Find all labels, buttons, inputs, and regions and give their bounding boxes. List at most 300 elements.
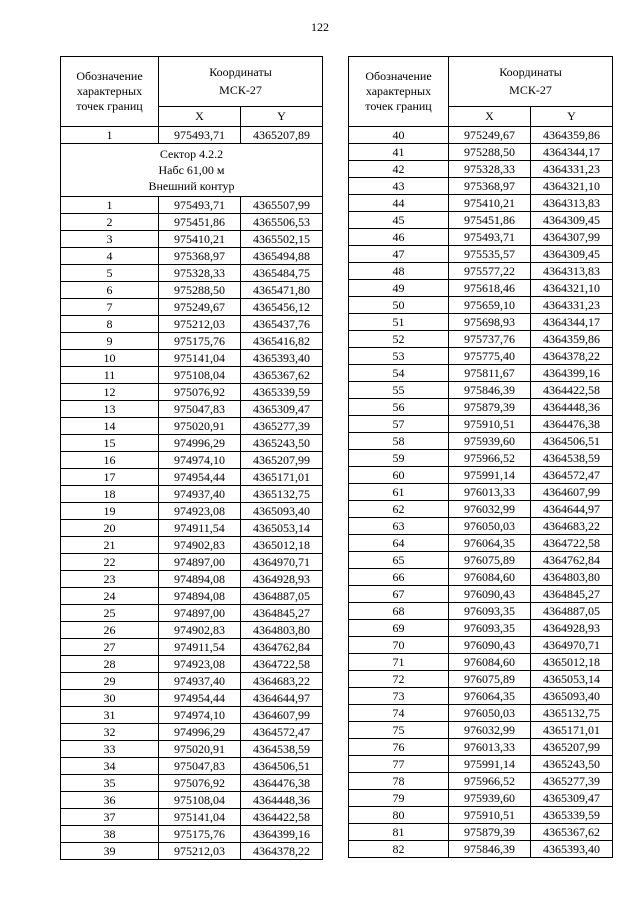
table-row (349, 450, 613, 467)
point-number-cell: 77 (349, 756, 449, 773)
point-header-line: Обозначение (365, 69, 432, 83)
table-row (349, 756, 613, 773)
point-number-cell: 29 (61, 673, 159, 690)
coordinates-table-left (60, 56, 323, 860)
table-row (349, 348, 613, 365)
point-number-cell: 42 (349, 161, 449, 178)
x-cell: 975020,91 (159, 418, 241, 435)
table-row (61, 520, 323, 537)
table-row (349, 314, 613, 331)
y-column-header: Y (531, 106, 613, 126)
y-cell: 4365484,75 (241, 265, 323, 282)
y-cell: 4365507,99 (241, 197, 323, 214)
point-header-line: Обозначение (76, 69, 143, 83)
x-cell: 976064,35 (449, 535, 531, 552)
y-cell: 4365367,62 (531, 824, 613, 841)
table-row (61, 435, 323, 452)
point-number-cell: 68 (349, 603, 449, 620)
y-cell: 4364845,27 (531, 586, 613, 603)
table-row (61, 809, 323, 826)
point-number-cell: 37 (61, 809, 159, 826)
x-cell: 975910,51 (449, 807, 531, 824)
point-number-cell: 81 (349, 824, 449, 841)
y-cell: 4365339,59 (531, 807, 613, 824)
y-cell: 4365243,50 (531, 756, 613, 773)
y-cell: 4365393,40 (241, 350, 323, 367)
x-cell: 975175,76 (159, 333, 241, 350)
x-cell: 976084,60 (449, 569, 531, 586)
y-cell: 4365207,89 (241, 127, 323, 144)
y-cell: 4364572,47 (531, 467, 613, 484)
point-header-line: характерных (365, 84, 432, 98)
point-number-cell: 57 (349, 416, 449, 433)
table-row (349, 637, 613, 654)
x-cell: 975811,67 (449, 365, 531, 382)
y-cell: 4365456,12 (241, 299, 323, 316)
point-number-cell: 62 (349, 501, 449, 518)
sector-line: Сектор 4.2.2 (159, 147, 224, 161)
point-number-cell: 47 (349, 246, 449, 263)
x-cell: 975910,51 (449, 416, 531, 433)
point-number-cell: 75 (349, 722, 449, 739)
table-row (349, 552, 613, 569)
x-cell: 975846,39 (449, 841, 531, 858)
table-row (349, 705, 613, 722)
y-cell: 4365309,47 (241, 401, 323, 418)
table-row (349, 331, 613, 348)
x-cell: 975698,93 (449, 314, 531, 331)
y-cell: 4364448,36 (531, 399, 613, 416)
point-number-cell: 44 (349, 195, 449, 212)
table-row (349, 127, 613, 144)
y-cell: 4365243,50 (241, 435, 323, 452)
table-row (61, 469, 323, 486)
x-cell: 974897,00 (159, 554, 241, 571)
x-cell: 974923,08 (159, 656, 241, 673)
point-designation-header (61, 57, 159, 127)
point-number-cell: 25 (61, 605, 159, 622)
point-number-cell: 51 (349, 314, 449, 331)
coords-header-line: Координаты (209, 65, 272, 80)
y-cell: 4365053,14 (241, 520, 323, 537)
x-cell: 975076,92 (159, 775, 241, 792)
y-cell: 4365012,18 (241, 537, 323, 554)
x-cell: 976075,89 (449, 552, 531, 569)
x-cell: 975493,71 (159, 197, 241, 214)
y-cell: 4364722,58 (241, 656, 323, 673)
sector-line: Набс 61,00 м (158, 163, 225, 177)
x-cell: 975328,33 (159, 265, 241, 282)
x-column-header: X (449, 106, 531, 126)
y-cell: 4364331,23 (531, 297, 613, 314)
y-cell: 4364683,22 (531, 518, 613, 535)
table-row (61, 673, 323, 690)
x-cell: 974894,08 (159, 588, 241, 605)
table-row (61, 656, 323, 673)
point-number-cell: 43 (349, 178, 449, 195)
table-row (349, 518, 613, 535)
x-cell: 976090,43 (449, 586, 531, 603)
x-cell: 974954,44 (159, 690, 241, 707)
table-row (349, 739, 613, 756)
table-row (349, 161, 613, 178)
y-cell: 4364644,97 (241, 690, 323, 707)
point-number-cell: 52 (349, 331, 449, 348)
x-cell: 976093,35 (449, 620, 531, 637)
point-number-cell: 39 (61, 843, 159, 860)
point-designation-header (349, 57, 449, 127)
y-cell: 4364722,58 (531, 535, 613, 552)
y-cell: 4364803,80 (531, 569, 613, 586)
table-row (349, 841, 613, 858)
point-number-cell: 18 (61, 486, 159, 503)
x-cell: 974902,83 (159, 537, 241, 554)
x-cell: 975879,39 (449, 399, 531, 416)
point-number-cell: 22 (61, 554, 159, 571)
x-cell: 975879,39 (449, 824, 531, 841)
x-cell: 975451,86 (159, 214, 241, 231)
point-number-cell: 78 (349, 773, 449, 790)
x-cell: 975451,86 (449, 212, 531, 229)
y-cell: 4364309,45 (531, 212, 613, 229)
y-cell: 4364378,22 (241, 843, 323, 860)
table-row (61, 418, 323, 435)
y-cell: 4364506,51 (241, 758, 323, 775)
y-cell: 4364344,17 (531, 314, 613, 331)
x-cell: 975212,03 (159, 316, 241, 333)
y-cell: 4364607,99 (531, 484, 613, 501)
y-cell: 4365053,14 (531, 671, 613, 688)
y-cell: 4365506,53 (241, 214, 323, 231)
point-number-cell: 1 (61, 197, 159, 214)
x-cell: 974996,29 (159, 724, 241, 741)
y-cell: 4364970,71 (241, 554, 323, 571)
table-row (349, 484, 613, 501)
x-cell: 975966,52 (449, 773, 531, 790)
table-row (61, 316, 323, 333)
x-cell: 976032,99 (449, 722, 531, 739)
point-number-cell: 23 (61, 571, 159, 588)
table-row (349, 399, 613, 416)
y-cell: 4364970,71 (531, 637, 613, 654)
table-row (349, 620, 613, 637)
point-number-cell: 82 (349, 841, 449, 858)
x-cell: 975108,04 (159, 792, 241, 809)
x-cell: 974902,83 (159, 622, 241, 639)
x-cell: 976050,03 (449, 705, 531, 722)
y-cell: 4364309,45 (531, 246, 613, 263)
y-cell: 4364321,10 (531, 280, 613, 297)
x-cell: 976093,35 (449, 603, 531, 620)
x-cell: 975288,50 (159, 282, 241, 299)
x-cell: 975966,52 (449, 450, 531, 467)
table-row (349, 722, 613, 739)
point-number-cell: 11 (61, 367, 159, 384)
point-number-cell: 53 (349, 348, 449, 365)
table-row (349, 671, 613, 688)
y-cell: 4364845,27 (241, 605, 323, 622)
point-number-cell: 16 (61, 452, 159, 469)
point-number-cell: 69 (349, 620, 449, 637)
sector-line: Внешний контур (148, 179, 235, 193)
table-row (61, 401, 323, 418)
coords-header-line: МСК-27 (509, 83, 552, 98)
point-number-cell: 40 (349, 127, 449, 144)
point-header-line: точек границ (365, 99, 432, 113)
page-number: 122 (311, 20, 329, 34)
table-row (61, 384, 323, 401)
y-cell: 4365277,39 (241, 418, 323, 435)
point-number-cell: 67 (349, 586, 449, 603)
point-number-cell: 9 (61, 333, 159, 350)
y-cell: 4364448,36 (241, 792, 323, 809)
y-cell: 4365416,82 (241, 333, 323, 350)
table-row (61, 486, 323, 503)
y-cell: 4364331,23 (531, 161, 613, 178)
y-cell: 4364321,10 (531, 178, 613, 195)
y-cell: 4364359,86 (531, 127, 613, 144)
x-cell: 975991,14 (449, 756, 531, 773)
y-cell: 4365093,40 (531, 688, 613, 705)
point-number-cell: 80 (349, 807, 449, 824)
x-cell: 974897,00 (159, 605, 241, 622)
x-cell: 975212,03 (159, 843, 241, 860)
table-row (61, 639, 323, 656)
sector-heading-row (61, 144, 323, 197)
point-number-cell: 50 (349, 297, 449, 314)
table-row (61, 452, 323, 469)
x-cell: 975493,71 (159, 127, 241, 144)
y-cell: 4365093,40 (241, 503, 323, 520)
point-number-cell: 59 (349, 450, 449, 467)
y-cell: 4364887,05 (241, 588, 323, 605)
point-number-cell: 30 (61, 690, 159, 707)
point-number-cell: 41 (349, 144, 449, 161)
y-cell: 4364399,16 (241, 826, 323, 843)
table-row (349, 569, 613, 586)
x-cell: 975535,57 (449, 246, 531, 263)
point-number-cell: 71 (349, 654, 449, 671)
point-number-cell: 34 (61, 758, 159, 775)
point-number-cell: 28 (61, 656, 159, 673)
y-cell: 4364476,38 (241, 775, 323, 792)
table-row (61, 265, 323, 282)
table-row (349, 586, 613, 603)
table-row (61, 197, 323, 214)
x-cell: 975047,83 (159, 758, 241, 775)
table-row (61, 758, 323, 775)
table-row (61, 333, 323, 350)
point-number-cell: 55 (349, 382, 449, 399)
point-number-cell: 65 (349, 552, 449, 569)
x-cell: 975846,39 (449, 382, 531, 399)
x-cell: 974974,10 (159, 707, 241, 724)
x-cell: 975659,10 (449, 297, 531, 314)
x-cell: 975288,50 (449, 144, 531, 161)
y-cell: 4365437,76 (241, 316, 323, 333)
table-row (349, 416, 613, 433)
x-cell: 975737,76 (449, 331, 531, 348)
table-row (61, 503, 323, 520)
y-cell: 4365132,75 (531, 705, 613, 722)
coordinates-header (159, 57, 323, 107)
point-number-cell: 26 (61, 622, 159, 639)
y-cell: 4365393,40 (531, 841, 613, 858)
x-cell: 975939,60 (449, 790, 531, 807)
point-number-cell: 38 (61, 826, 159, 843)
y-cell: 4365277,39 (531, 773, 613, 790)
y-cell: 4364538,59 (531, 450, 613, 467)
point-header-line: точек границ (76, 99, 143, 113)
y-cell: 4364378,22 (531, 348, 613, 365)
x-cell: 975328,33 (449, 161, 531, 178)
x-cell: 975249,67 (159, 299, 241, 316)
table-row (61, 231, 323, 248)
point-number-cell: 61 (349, 484, 449, 501)
x-cell: 974974,10 (159, 452, 241, 469)
point-number-cell: 72 (349, 671, 449, 688)
x-cell: 975020,91 (159, 741, 241, 758)
point-number-cell: 24 (61, 588, 159, 605)
table-row (61, 127, 323, 144)
x-cell: 975076,92 (159, 384, 241, 401)
y-cell: 4364422,58 (241, 809, 323, 826)
table-row (61, 775, 323, 792)
table-row (61, 843, 323, 860)
y-cell: 4365012,18 (531, 654, 613, 671)
point-number-cell: 64 (349, 535, 449, 552)
point-number-cell: 58 (349, 433, 449, 450)
table-row (61, 690, 323, 707)
point-number-cell: 15 (61, 435, 159, 452)
x-cell: 976064,35 (449, 688, 531, 705)
y-cell: 4364683,22 (241, 673, 323, 690)
sector-heading (61, 144, 323, 197)
table-row (349, 433, 613, 450)
table-row (61, 367, 323, 384)
x-cell: 975108,04 (159, 367, 241, 384)
table-row (349, 382, 613, 399)
x-cell: 975175,76 (159, 826, 241, 843)
point-number-cell: 17 (61, 469, 159, 486)
y-cell: 4365502,15 (241, 231, 323, 248)
x-cell: 974937,40 (159, 673, 241, 690)
x-cell: 974954,44 (159, 469, 241, 486)
y-cell: 4364422,58 (531, 382, 613, 399)
point-number-cell: 45 (349, 212, 449, 229)
x-cell: 974937,40 (159, 486, 241, 503)
y-cell: 4365309,47 (531, 790, 613, 807)
table-row (349, 603, 613, 620)
y-cell: 4364607,99 (241, 707, 323, 724)
table-row (61, 605, 323, 622)
table-row (349, 144, 613, 161)
point-number-cell: 49 (349, 280, 449, 297)
x-column-header: X (159, 106, 241, 126)
table-row (349, 195, 613, 212)
y-cell: 4364762,84 (241, 639, 323, 656)
y-cell: 4364928,93 (241, 571, 323, 588)
point-number-cell: 7 (61, 299, 159, 316)
y-cell: 4364313,83 (531, 195, 613, 212)
point-number-cell: 63 (349, 518, 449, 535)
point-number-cell: 4 (61, 248, 159, 265)
x-cell: 975141,04 (159, 350, 241, 367)
x-cell: 976084,60 (449, 654, 531, 671)
y-cell: 4364762,84 (531, 552, 613, 569)
table-row (349, 467, 613, 484)
table-row (61, 622, 323, 639)
point-number-cell: 19 (61, 503, 159, 520)
table-row (349, 297, 613, 314)
y-cell: 4365171,01 (531, 722, 613, 739)
y-cell: 4364344,17 (531, 144, 613, 161)
x-cell: 976032,99 (449, 501, 531, 518)
y-cell: 4365207,99 (531, 739, 613, 756)
table-row (349, 263, 613, 280)
point-number-cell: 20 (61, 520, 159, 537)
table-row (61, 588, 323, 605)
table-row (349, 790, 613, 807)
point-number-cell: 56 (349, 399, 449, 416)
y-cell: 4364476,38 (531, 416, 613, 433)
point-number-cell: 21 (61, 537, 159, 554)
table-row (61, 724, 323, 741)
point-number-cell: 48 (349, 263, 449, 280)
x-cell: 976050,03 (449, 518, 531, 535)
point-number-cell: 66 (349, 569, 449, 586)
table-row (349, 773, 613, 790)
table-row (349, 824, 613, 841)
point-number-cell: 70 (349, 637, 449, 654)
point-number-cell: 3 (61, 231, 159, 248)
point-number-cell: 5 (61, 265, 159, 282)
x-cell: 974911,54 (159, 520, 241, 537)
table-row (349, 280, 613, 297)
x-cell: 975410,21 (449, 195, 531, 212)
y-cell: 4365132,75 (241, 486, 323, 503)
point-number-cell: 35 (61, 775, 159, 792)
point-number-cell: 12 (61, 384, 159, 401)
point-header-line: характерных (76, 84, 143, 98)
table-row (61, 792, 323, 809)
y-cell: 4365494,88 (241, 248, 323, 265)
x-cell: 975775,40 (449, 348, 531, 365)
y-cell: 4364928,93 (531, 620, 613, 637)
point-number-cell: 31 (61, 707, 159, 724)
point-number-cell: 13 (61, 401, 159, 418)
y-cell: 4364803,80 (241, 622, 323, 639)
point-number-cell: 60 (349, 467, 449, 484)
y-cell: 4364887,05 (531, 603, 613, 620)
table-row (61, 350, 323, 367)
x-cell: 975368,97 (159, 248, 241, 265)
x-cell: 975410,21 (159, 231, 241, 248)
x-cell: 975493,71 (449, 229, 531, 246)
y-cell: 4364572,47 (241, 724, 323, 741)
table-row (61, 707, 323, 724)
x-cell: 975249,67 (449, 127, 531, 144)
point-number-cell: 10 (61, 350, 159, 367)
point-number-cell: 79 (349, 790, 449, 807)
y-cell: 4365339,59 (241, 384, 323, 401)
table-row (349, 501, 613, 518)
point-number-cell: 8 (61, 316, 159, 333)
y-cell: 4365207,99 (241, 452, 323, 469)
point-number-cell: 6 (61, 282, 159, 299)
y-cell: 4364313,83 (531, 263, 613, 280)
y-cell: 4364399,16 (531, 365, 613, 382)
